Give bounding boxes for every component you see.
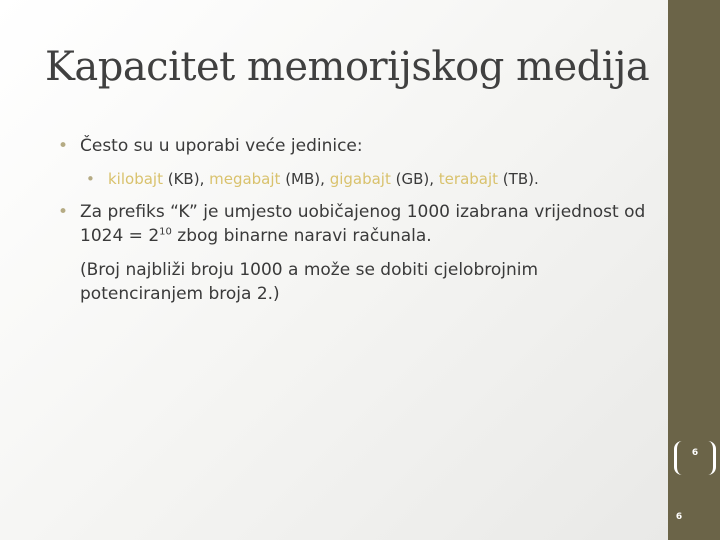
- bullet-dot-icon: •: [58, 136, 69, 156]
- bullet-2-line-2: [80, 224, 708, 248]
- unit-terabajt: terabajt: [438, 170, 499, 188]
- unit-gb: (GB),: [390, 170, 439, 188]
- unit-kilobajt: kilobajt: [108, 170, 163, 188]
- bullet-1-text: Često su u uporabi veće jedinice:: [80, 136, 363, 156]
- formula-base: 1024 = 2: [80, 226, 160, 246]
- bullet-2-line-2-rest: zbog binarne naravi računala.: [171, 226, 432, 246]
- sub-bullet-units: [86, 168, 708, 190]
- bullet-item-1: [58, 134, 708, 158]
- unit-mb: (MB),: [280, 170, 330, 188]
- unit-gigabajt: gigabajt: [329, 170, 391, 188]
- note-line-1: (Broj najbliži broju 1000 a može se dobiti cjelobrojnim: [80, 260, 539, 280]
- bullet-item-2: [58, 200, 708, 306]
- slide-title: Kapacitet memorijskog medija: [45, 44, 650, 90]
- page-number-footer: 6: [675, 512, 683, 522]
- formula-exponent: 10: [159, 226, 172, 238]
- bullet-dot-icon: •: [58, 202, 69, 222]
- slide-body: [58, 134, 708, 316]
- unit-tb: (TB).: [498, 170, 539, 188]
- bullet-2-line-1: Za prefiks “K” je umjesto uobičajenog 1000 izabrana vrijednost od: [80, 202, 646, 222]
- bullet-dot-icon: •: [86, 170, 95, 188]
- unit-kb: (KB),: [162, 170, 210, 188]
- unit-megabajt: megabajt: [209, 170, 281, 188]
- page-number: 6: [691, 448, 699, 458]
- page-number-frame: [674, 441, 716, 475]
- note-line-2: potenciranjem broja 2.): [80, 284, 280, 304]
